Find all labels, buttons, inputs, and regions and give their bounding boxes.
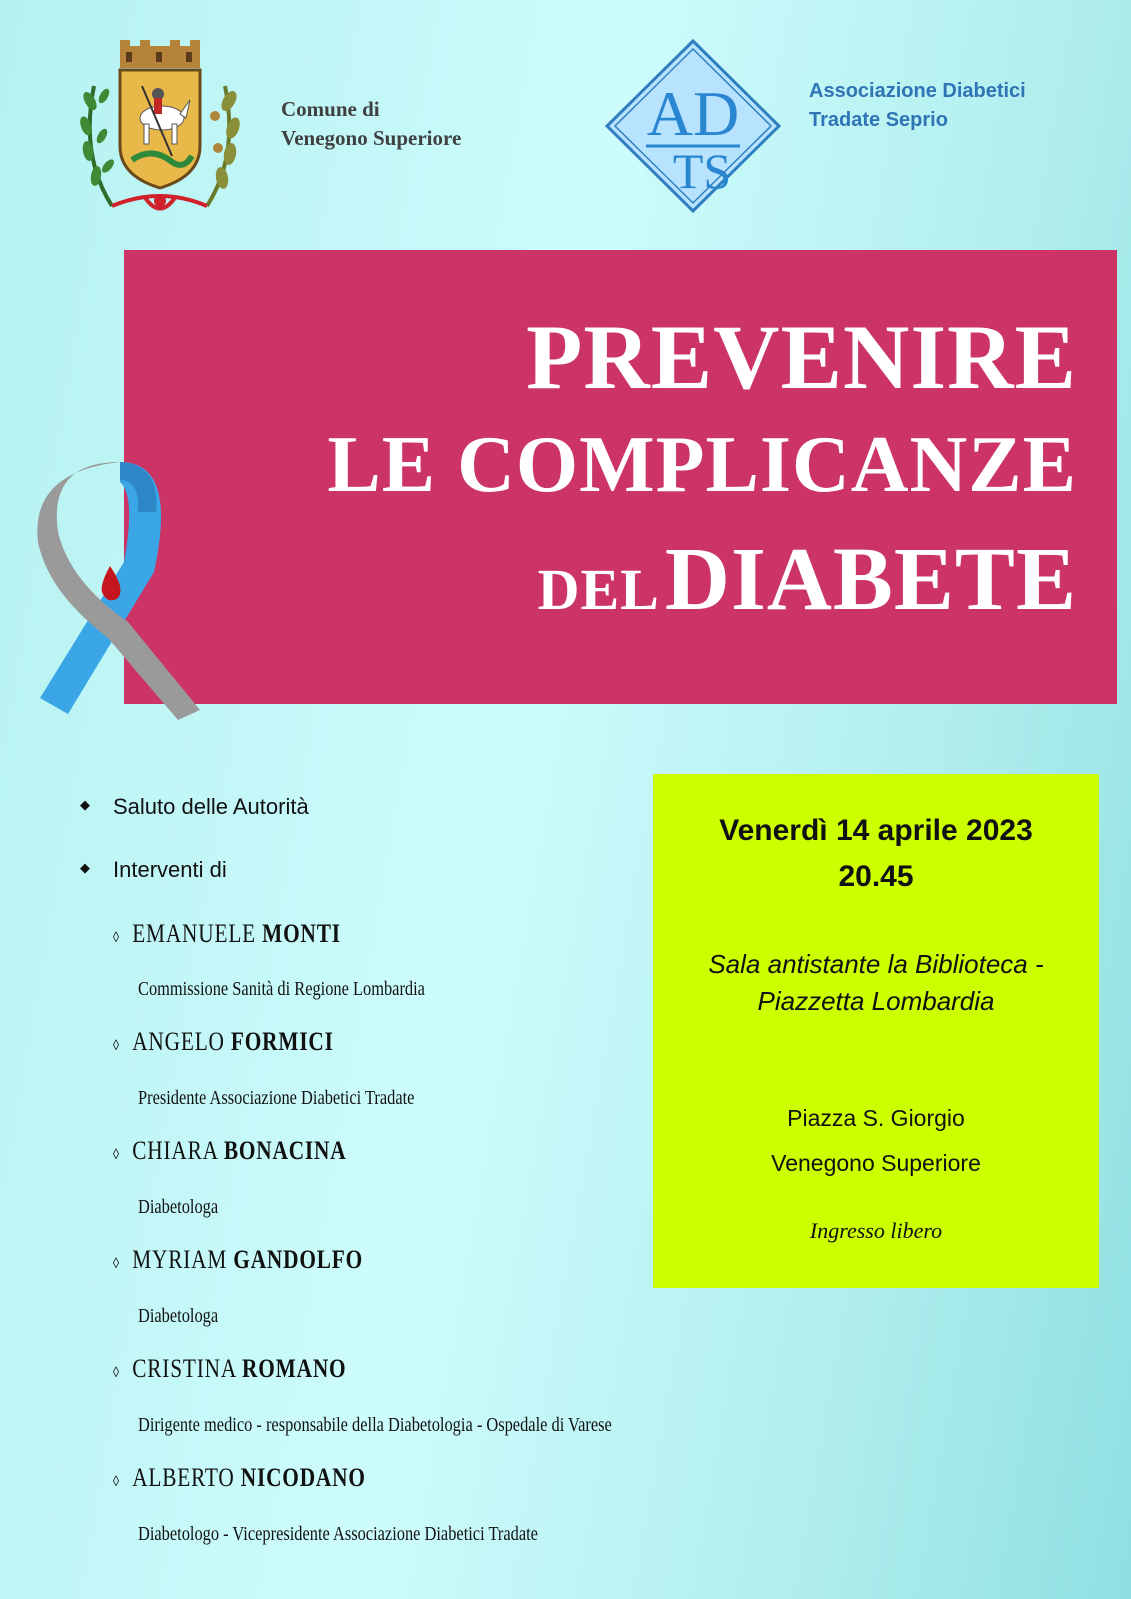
bullet-outline-diamond-icon: ◊ bbox=[113, 1256, 120, 1272]
speaker-last-name: ROMANO bbox=[242, 1354, 347, 1383]
speaker-bonacina bbox=[113, 1136, 346, 1166]
entry-note: Ingresso libero bbox=[809, 1218, 943, 1243]
speaker-romano bbox=[113, 1354, 346, 1384]
awareness-ribbon-icon bbox=[28, 452, 208, 724]
title-line3-del: DEL bbox=[537, 557, 660, 622]
adts-logo bbox=[604, 38, 782, 214]
venue-line2: Piazzetta Lombardia bbox=[757, 986, 995, 1016]
event-address bbox=[653, 1096, 1099, 1186]
speaker-gandolfo bbox=[113, 1245, 363, 1275]
bullet-outline-diamond-icon: ◊ bbox=[113, 1147, 120, 1163]
speaker-last-name: MONTI bbox=[262, 919, 341, 948]
speaker-role: Presidente Associazione Diabetici Tradate bbox=[138, 1087, 415, 1109]
association-line2: Tradate Seprio bbox=[809, 109, 948, 131]
bullet-outline-diamond-icon: ◊ bbox=[113, 1365, 120, 1381]
speaker-nicodano bbox=[113, 1463, 366, 1493]
speaker-first-name: MYRIAM bbox=[132, 1245, 228, 1274]
title-line3-diabete: DIABETE bbox=[664, 530, 1077, 629]
speaker-last-name: FORMICI bbox=[230, 1027, 334, 1056]
speaker-first-name: ALBERTO bbox=[132, 1463, 235, 1492]
speaker-role: Diabetologo - Vicepresidente Associazione Diabetici Tradate bbox=[138, 1523, 538, 1545]
event-venue bbox=[653, 946, 1099, 1020]
speaker-monti bbox=[113, 919, 341, 949]
bullet-outline-diamond-icon: ◊ bbox=[113, 1038, 120, 1054]
bullet-outline-diamond-icon: ◊ bbox=[113, 930, 120, 946]
speaker-last-name: BONACINA bbox=[223, 1136, 347, 1165]
event-date: Venerdì 14 aprile 2023 bbox=[719, 814, 1033, 847]
speaker-first-name: CRISTINA bbox=[132, 1354, 236, 1383]
speaker-role: Commissione Sanità di Regione Lombardia bbox=[138, 978, 425, 1000]
venegono-crest-logo bbox=[72, 36, 247, 226]
program-item-text: Interventi di bbox=[113, 857, 227, 882]
speaker-last-name: GANDOLFO bbox=[233, 1245, 364, 1274]
adts-letters-bottom: TS bbox=[672, 143, 732, 199]
address-line2: Venegono Superiore bbox=[771, 1150, 981, 1176]
speaker-formici bbox=[113, 1027, 334, 1057]
title-line3 bbox=[538, 528, 1077, 631]
speaker-last-name: NICODANO bbox=[240, 1463, 366, 1492]
speaker-role: Diabetologa bbox=[138, 1196, 219, 1218]
program-item-saluto bbox=[80, 794, 309, 820]
program-item-interventi bbox=[80, 857, 227, 883]
association-line1: Associazione Diabetici bbox=[809, 80, 1026, 102]
comune-name bbox=[281, 95, 461, 153]
speaker-role: Dirigente medico - responsabile della Diabetologia - Ospedale di Varese bbox=[138, 1414, 612, 1436]
event-info-box bbox=[653, 774, 1099, 1288]
address-line1: Piazza S. Giorgio bbox=[787, 1105, 965, 1131]
venue-line1: Sala antistante la Biblioteca - bbox=[708, 949, 1044, 979]
speaker-first-name: EMANUELE bbox=[132, 919, 257, 948]
speaker-first-name: CHIARA bbox=[132, 1136, 218, 1165]
speaker-first-name: ANGELO bbox=[132, 1027, 225, 1056]
event-time: 20.45 bbox=[838, 860, 914, 893]
bullet-outline-diamond-icon: ◊ bbox=[113, 1474, 120, 1490]
speaker-role: Diabetologa bbox=[138, 1305, 219, 1327]
comune-line2: Venegono Superiore bbox=[281, 126, 462, 150]
title-banner bbox=[124, 250, 1117, 704]
adts-letters-top: AD bbox=[646, 78, 740, 149]
bullet-diamond-icon: ◆ bbox=[80, 797, 90, 812]
association-name bbox=[809, 77, 1026, 135]
title-line2: LE COMPLICANZE bbox=[327, 421, 1077, 509]
comune-line1: Comune di bbox=[281, 97, 380, 121]
title-line1: PREVENIRE bbox=[526, 306, 1077, 408]
bullet-diamond-icon: ◆ bbox=[80, 860, 90, 875]
program-item-text: Saluto delle Autorità bbox=[113, 794, 309, 819]
